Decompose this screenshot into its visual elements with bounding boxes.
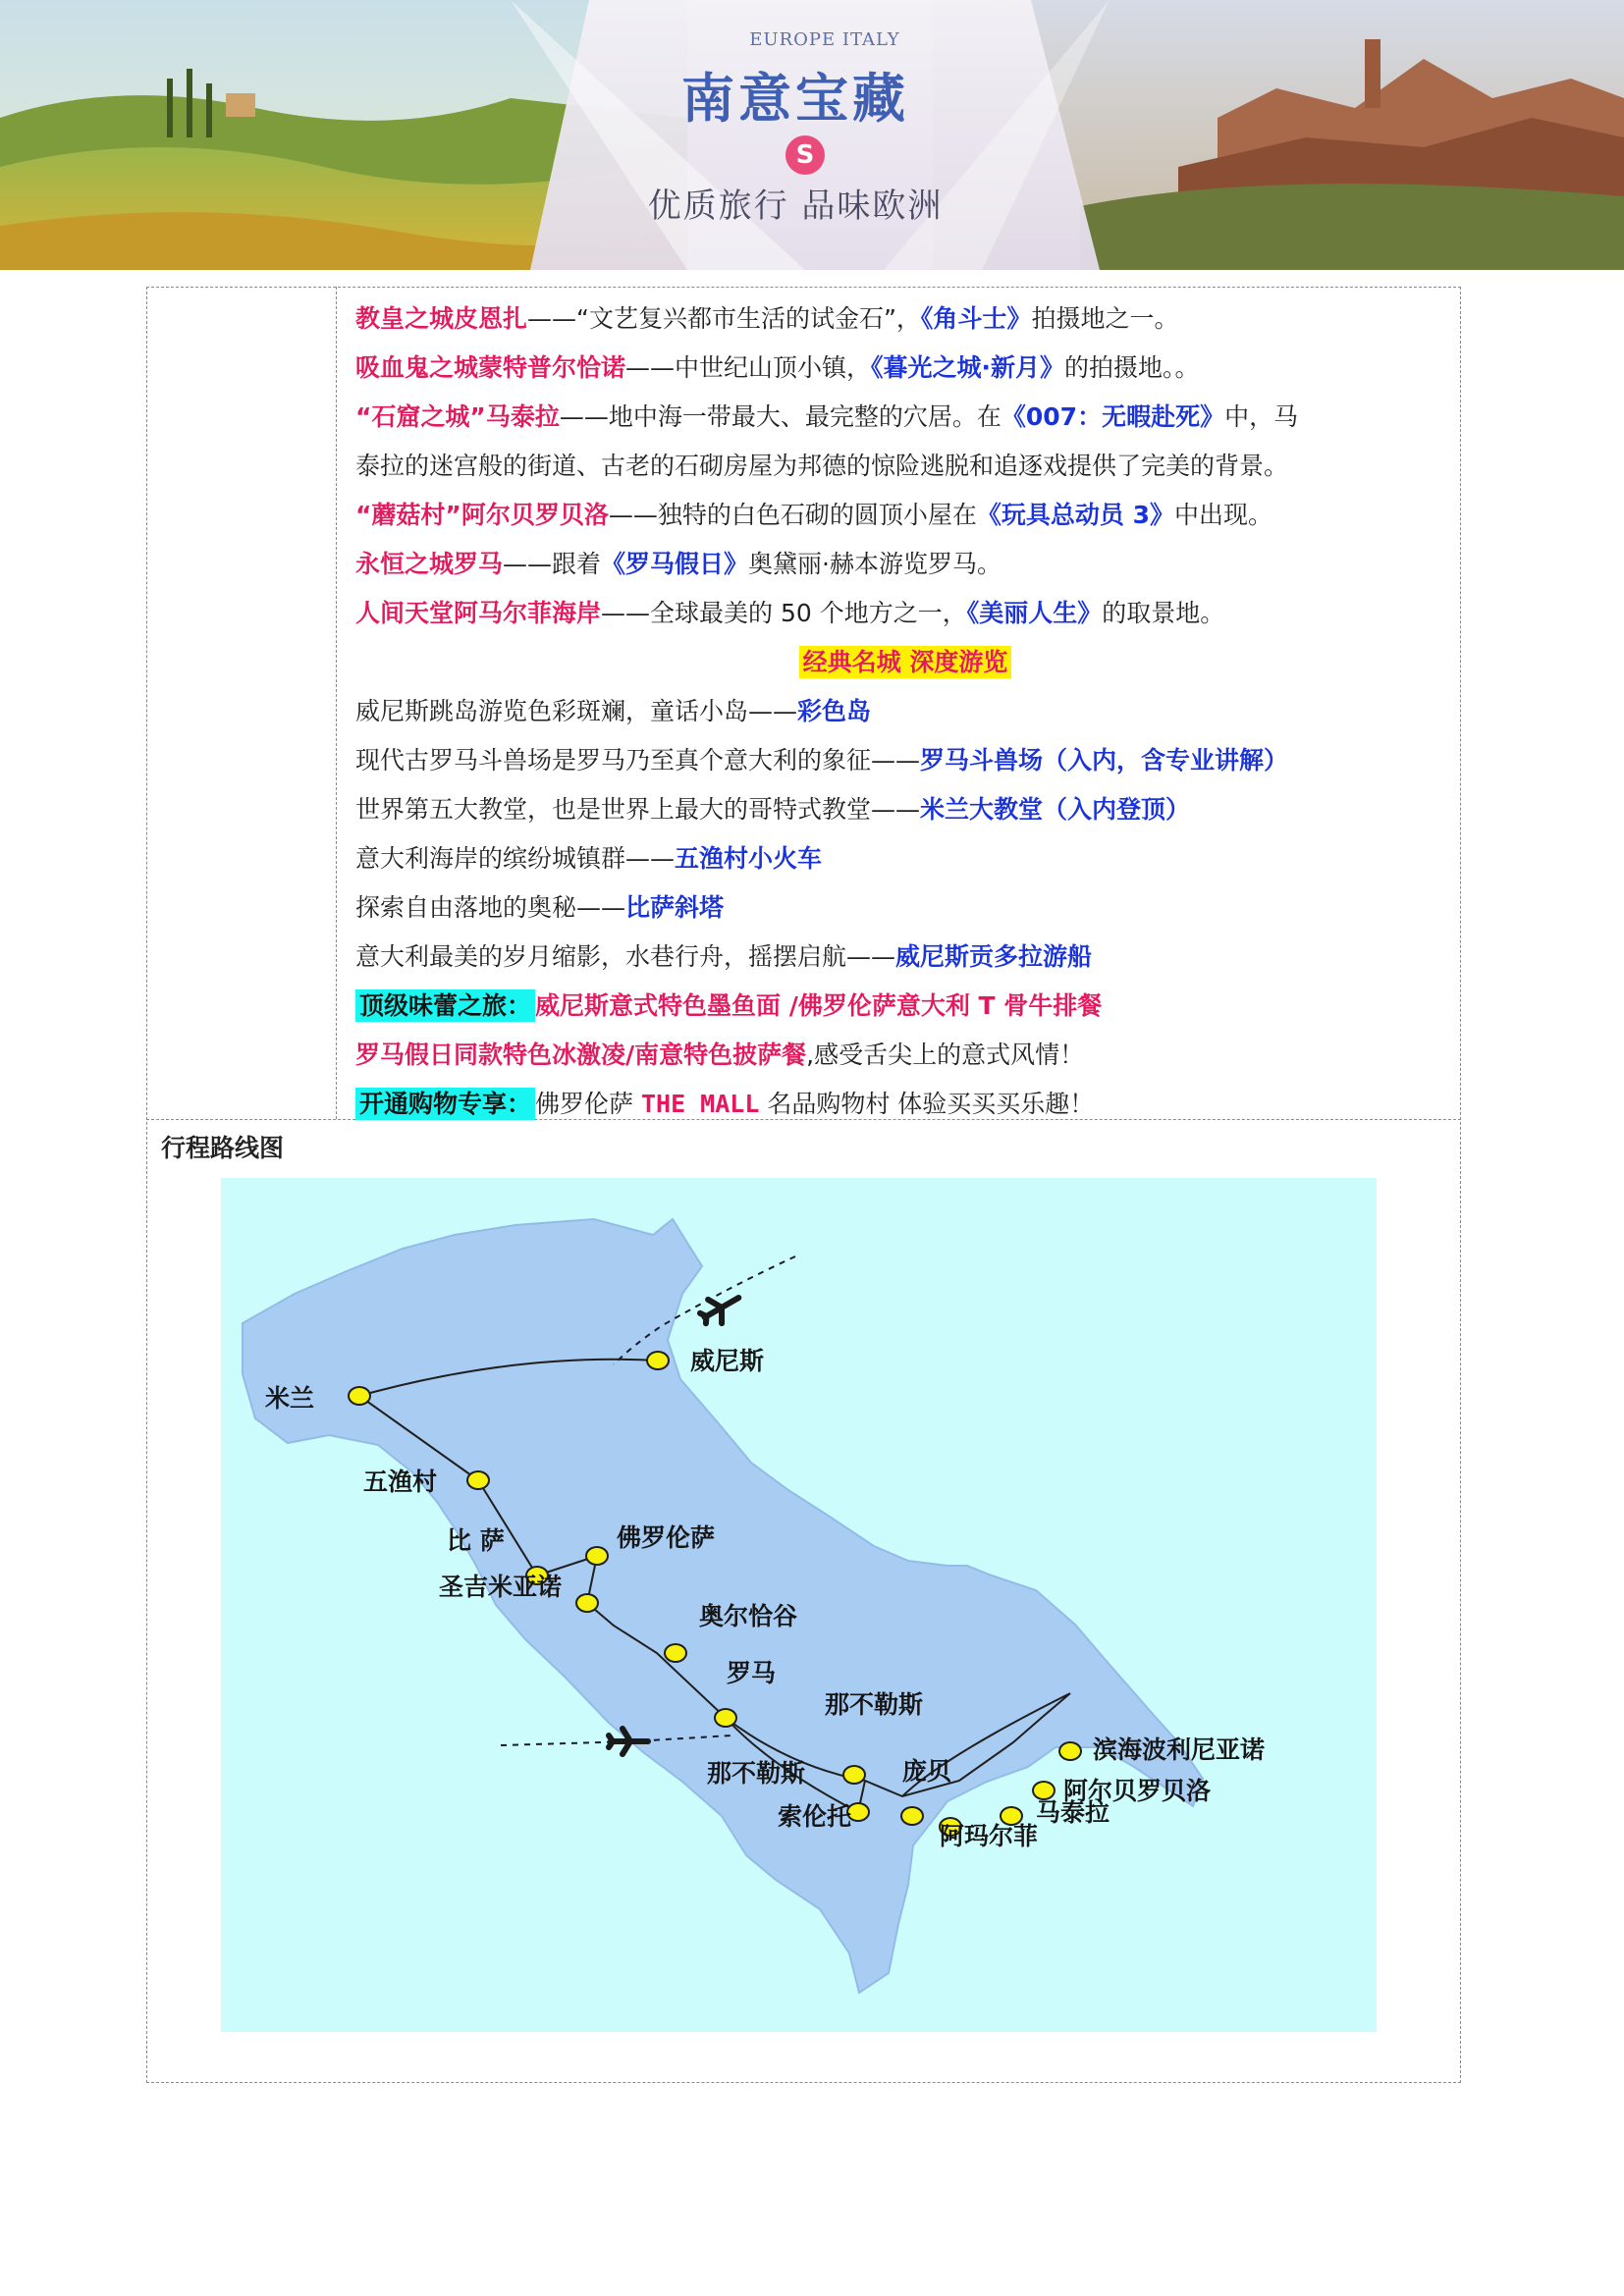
highlight-pienza	[355, 294, 1455, 344]
city-marker-polignano	[1058, 1741, 1082, 1761]
route-map	[221, 1178, 1377, 2032]
description: 名品购物村 体验买买买乐趣！	[759, 1090, 1095, 1118]
brand-logo-icon: S	[785, 135, 825, 175]
city-marker-san-gimignano	[575, 1593, 599, 1613]
description: ——全球最美的 50 个地方之一，	[601, 599, 967, 627]
city-marker-rome	[714, 1708, 737, 1728]
shopping-highlight	[355, 1080, 1455, 1129]
header-banner	[0, 0, 1624, 270]
sight-cinque-terre-train	[355, 834, 1455, 883]
route-map-graphic	[221, 1178, 1377, 2032]
banner-slogan: 优质旅行 品味欧洲	[647, 187, 944, 226]
highlight-rome	[355, 540, 1455, 589]
highlight-amalfi	[355, 589, 1455, 638]
city-label-alberobello: 阿尔贝罗贝洛	[1063, 1777, 1212, 1805]
place-name: “石窟之城”马泰拉	[355, 402, 560, 431]
food-highlight-continued	[355, 1031, 1455, 1080]
city-label-orcia: 奥尔恰谷	[699, 1602, 798, 1630]
description: ——独特的白色石砌的圆顶小屋在	[608, 501, 977, 529]
sight-gondola	[355, 933, 1455, 982]
city-marker-cinque-terre	[466, 1470, 490, 1490]
city-label-florence: 佛罗伦萨	[617, 1523, 716, 1552]
highlight-matera-continued: 泰拉的迷宫般的街道、古老的石砌房屋为邦德的惊险逃脱和追逐戏提供了完美的背景。	[355, 452, 1289, 480]
film-title: 《暮光之城·新月》	[871, 353, 1065, 382]
city-marker-orcia	[664, 1643, 687, 1663]
film-title: 《角斗士》	[920, 304, 1032, 333]
sight-milan-cathedral	[355, 785, 1455, 834]
description: ,感受舌尖上的意式风情！	[806, 1041, 1085, 1069]
sight-name: 罗马斗兽场（入内，含专业讲解）	[920, 746, 1289, 774]
place-name: 人间天堂阿马尔菲海岸	[355, 599, 602, 627]
description: ——地中海一带最大、最完整的穴居。在	[559, 402, 1001, 431]
description: 佛罗伦萨	[535, 1090, 641, 1118]
description: 威尼斯跳岛游览色彩斑斓，童话小岛——	[355, 697, 798, 725]
city-label-pompeii: 庞贝	[902, 1757, 952, 1786]
sight-name: 彩色岛	[797, 697, 872, 725]
film-title: 《美丽人生》	[966, 599, 1103, 627]
place-name: 永恒之城罗马	[355, 550, 504, 578]
banner-tagline: EUROPE ITALY	[749, 29, 900, 50]
description: 的拍摄地。。	[1064, 353, 1200, 382]
city-label-pisa: 比 萨	[447, 1526, 505, 1555]
food-highlight	[355, 982, 1455, 1031]
description: 意大利海岸的缤纷城镇群——	[355, 844, 676, 873]
city-label-venice: 威尼斯	[690, 1347, 765, 1375]
place-name: “蘑菇村”阿尔贝罗贝洛	[355, 501, 609, 529]
table-column-divider	[336, 287, 337, 1119]
highlight-matera	[355, 393, 1455, 442]
city-marker-naples	[842, 1765, 866, 1785]
banner-title: 南意宝藏	[681, 68, 909, 130]
city-label-matera: 马泰拉	[1036, 1798, 1110, 1827]
sight-name: 比萨斜塔	[625, 893, 725, 922]
city-marker-pompeii	[900, 1806, 924, 1826]
sight-name: 米兰大教堂（入内登顶）	[920, 795, 1191, 824]
section-heading-text: 经典名城 深度游览	[799, 646, 1012, 678]
description: ——中世纪山顶小镇，	[625, 353, 872, 382]
description: 意大利最美的岁月缩影，水巷行舟，摇摆启航——	[355, 942, 896, 971]
city-label-cinque-terre: 五渔村	[363, 1468, 438, 1496]
sight-name: 五渔村小火车	[675, 844, 823, 873]
highlight-alberobello	[355, 491, 1455, 540]
highlights-cell	[355, 294, 1455, 1129]
city-marker-florence	[585, 1546, 609, 1566]
description: 拍摄地之一。	[1031, 304, 1179, 333]
city-label-rome: 罗马	[727, 1659, 777, 1687]
city-marker-venice	[646, 1351, 670, 1370]
description: ——跟着	[503, 550, 602, 578]
description: ——“文艺复兴都市生活的试金石”，	[527, 304, 921, 333]
description: 现代古罗马斗兽场是罗马乃至真个意大利的象征——	[355, 746, 921, 774]
place-name: 教皇之城皮恩扎	[355, 304, 528, 333]
shopping-label: 开通购物专享：	[355, 1088, 535, 1120]
city-label-naples: 那不勒斯	[707, 1759, 806, 1788]
description: 的取景地。	[1102, 599, 1225, 627]
sight-pisa-tower	[355, 883, 1455, 933]
city-marker-milan	[348, 1386, 371, 1406]
highlight-montepulciano	[355, 344, 1455, 393]
city-label-milan: 米兰	[265, 1384, 315, 1413]
city-label-naples-region: 那不勒斯	[825, 1690, 924, 1719]
description: 世界第五大教堂，也是世界上最大的哥特式教堂——	[355, 795, 921, 824]
city-label-polignano: 滨海波利尼亚诺	[1093, 1735, 1266, 1764]
film-title: 《罗马假日》	[601, 550, 749, 578]
route-map-heading: 行程路线图	[161, 1134, 285, 1162]
description: 中，马	[1224, 402, 1299, 431]
city-label-sorrento: 索伦托	[778, 1802, 852, 1831]
food-label: 顶级味蕾之旅：	[355, 989, 535, 1022]
sight-colosseum	[355, 736, 1455, 785]
film-title: 《007：无暇赴死》	[1001, 402, 1225, 431]
food-items: 罗马假日同款特色冰激凌/南意特色披萨餐	[355, 1041, 807, 1069]
description: 中出现。	[1174, 501, 1273, 529]
sight-colorful-island	[355, 687, 1455, 736]
film-title: 《玩具总动员 3》	[976, 501, 1174, 529]
description: 奥黛丽·赫本游览罗马。	[748, 550, 1001, 578]
city-marker-alberobello	[1032, 1781, 1056, 1800]
mall-name: THE MALL	[640, 1090, 760, 1118]
city-label-amalfi: 阿玛尔菲	[940, 1822, 1039, 1850]
section-heading	[355, 638, 1455, 687]
food-items: 威尼斯意式特色墨鱼面 /佛罗伦萨意大利 T 骨牛排餐	[535, 991, 1103, 1020]
city-label-san-gimignano: 圣吉米亚诺	[439, 1573, 563, 1601]
description: 探索自由落地的奥秘——	[355, 893, 626, 922]
place-name: 吸血鬼之城蒙特普尔恰诺	[355, 353, 626, 382]
sight-name: 威尼斯贡多拉游船	[895, 942, 1093, 971]
